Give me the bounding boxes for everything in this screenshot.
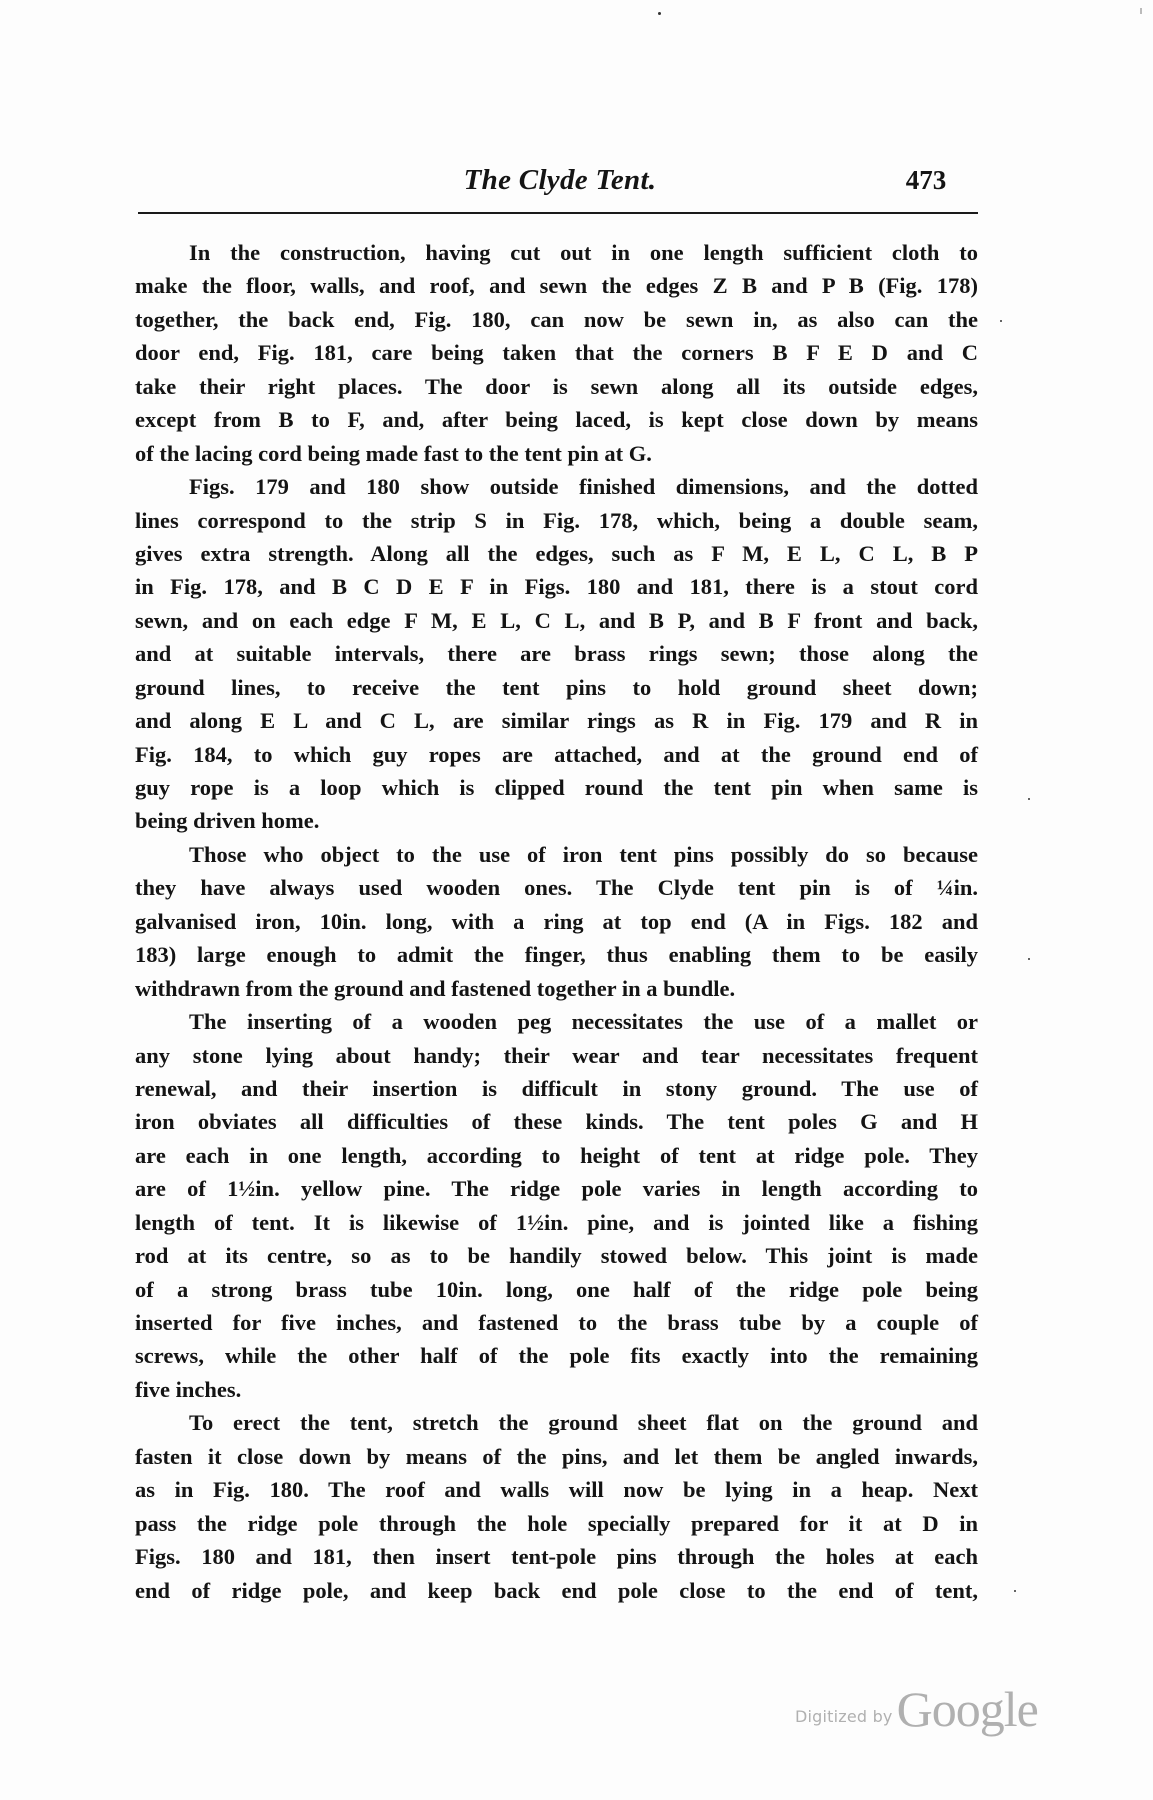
- text-line: they have always used wooden ones. The Clyde tent pin is of ¼in.: [135, 875, 978, 901]
- text-line: as in Fig. 180. The roof and walls will now be lying in a heap. Next: [135, 1477, 978, 1503]
- text-line: rod at its centre, so as to be handily stowed below. This joint is made: [135, 1243, 978, 1269]
- text-line: and at suitable intervals, there are brass rings sewn; those along the: [135, 641, 978, 667]
- scan-speck: [1028, 798, 1030, 800]
- scan-speck: [1028, 958, 1030, 960]
- text-line: take their right places. The door is sewn along all its outside edges,: [135, 373, 978, 399]
- text-line: of the lacing cord being made fast to the tent pin at G.: [135, 440, 652, 466]
- text-line: in Fig. 178, and B C D E F in Figs. 180 and 181, there is a stout cord: [135, 574, 978, 600]
- text-line: length of tent. It is likewise of 1½in. pine, and is jointed like a fishing: [135, 1209, 978, 1235]
- scan-speck: [1140, 8, 1142, 14]
- scan-speck: [658, 12, 661, 15]
- text-line: sewn, and on each edge F M, E L, C L, and B P, and B F front and back,: [135, 607, 978, 633]
- text-line: are each in one length, according to height of tent at ridge pole. They: [135, 1142, 978, 1168]
- text-line: end of ridge pole, and keep back end pole close to the end of tent,: [135, 1577, 978, 1603]
- google-logo: Google: [896, 1681, 1038, 1737]
- text-line: renewal, and their insertion is difficult in stony ground. The use of: [135, 1075, 978, 1101]
- header-rule: [138, 212, 978, 214]
- text-line: any stone lying about handy; their wear and tear necessitates frequent: [135, 1042, 978, 1068]
- text-line: iron obviates all difficulties of these kinds. The tent poles G and H: [135, 1109, 978, 1135]
- page-number: 473: [905, 165, 947, 195]
- body-text: [135, 236, 978, 1607]
- text-line: door end, Fig. 181, care being taken that the corners B F E D and C: [135, 340, 978, 366]
- text-line: five inches.: [135, 1376, 242, 1402]
- text-line: of a strong brass tube 10in. long, one half of the ridge pole being: [135, 1276, 978, 1302]
- text-line: pass the ridge pole through the hole specially prepared for it at D in: [135, 1510, 978, 1536]
- text-line: ground lines, to receive the tent pins to hold ground sheet down;: [135, 674, 978, 700]
- text-line: are of 1½in. yellow pine. The ridge pole varies in length according to: [135, 1176, 978, 1202]
- scan-speck: [1000, 320, 1002, 322]
- text-line: screws, while the other half of the pole fits exactly into the remaining: [135, 1343, 978, 1369]
- text-line: fasten it close down by means of the pins, and let them be angled inwards,: [135, 1443, 978, 1469]
- text-line: gives extra strength. Along all the edges, such as F M, E L, C L, B P: [135, 540, 978, 566]
- text-line: lines correspond to the strip S in Fig. 178, which, being a double seam,: [135, 507, 978, 533]
- text-line: 183) large enough to admit the finger, thus enabling them to be easily: [135, 942, 978, 968]
- text-line: being driven home.: [135, 808, 320, 834]
- text-line: To erect the tent, stretch the ground sheet flat on the ground and: [189, 1410, 978, 1436]
- text-line: and along E L and C L, are similar rings as R in Fig. 179 and R in: [135, 708, 978, 734]
- text-line: galvanised iron, 10in. long, with a ring at top end (A in Figs. 182 and: [135, 908, 978, 934]
- text-line: withdrawn from the ground and fastened together in a bundle.: [135, 975, 736, 1001]
- text-line: Those who object to the use of iron tent pins possibly do so because: [189, 841, 978, 867]
- text-line: The inserting of a wooden peg necessitates the use of a mallet or: [189, 1009, 978, 1035]
- text-line: except from B to F, and, after being laced, is kept close down by means: [135, 407, 978, 433]
- watermark-prefix: Digitized by: [795, 1707, 893, 1726]
- scan-speck: [1014, 1590, 1016, 1592]
- text-line: Figs. 179 and 180 show outside finished dimensions, and the dotted: [189, 474, 978, 500]
- digitized-by-google-watermark: [795, 1680, 1038, 1738]
- text-line: Fig. 184, to which guy ropes are attached, and at the ground end of: [135, 741, 978, 767]
- text-line: inserted for five inches, and fastened to the brass tube by a couple of: [135, 1310, 978, 1335]
- text-line: guy rope is a loop which is clipped round the tent pin when same is: [135, 775, 978, 800]
- text-line: together, the back end, Fig. 180, can now be sewn in, as also can the: [135, 306, 978, 332]
- text-line: make the floor, walls, and roof, and sewn the edges Z B and P B (Fig. 178): [135, 273, 978, 299]
- text-line: In the construction, having cut out in one length sufficient cloth to: [189, 240, 978, 265]
- text-line: Figs. 180 and 181, then insert tent-pole pins through the holes at each: [135, 1544, 978, 1570]
- running-title: The Clyde Tent.: [463, 164, 657, 196]
